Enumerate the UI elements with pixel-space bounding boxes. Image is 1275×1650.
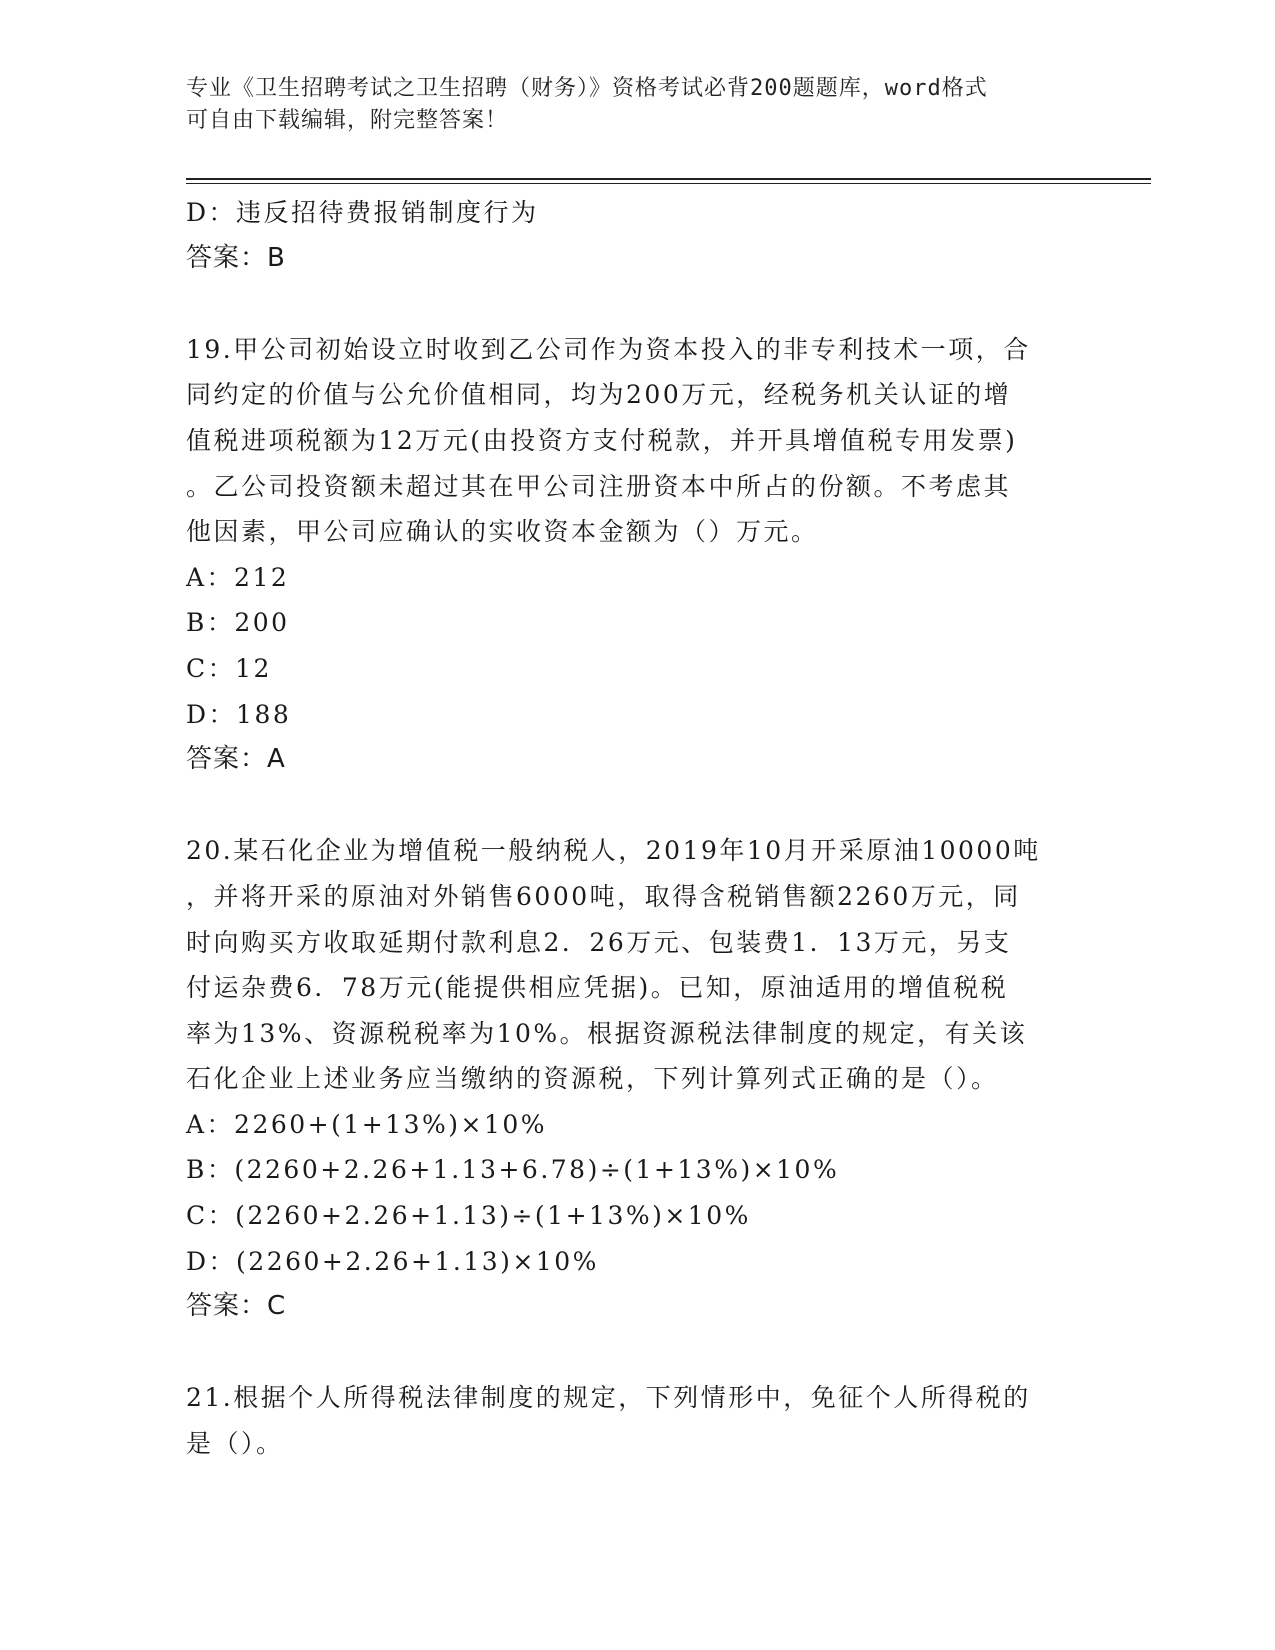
answer-label: 答案：B [186, 242, 286, 273]
option-d: D：违反招待费报销制度行为 [186, 198, 539, 227]
option-c: C：(2260+2.26+1.13)÷(1+13%)×10% [186, 1201, 751, 1231]
question-text-line: 21.根据个人所得税法律制度的规定，下列情形中，免征个人所得税的 [186, 1383, 1031, 1413]
question-text-line: 19.甲公司初始设立时收到乙公司作为资本投入的非专利技术一项，合 [186, 334, 1031, 364]
question-text-line: 20.某石化企业为增值税一般纳税人，2019年10月开采原油10000吨 [186, 836, 1041, 866]
question-content [186, 190, 1076, 1467]
option-d: D：188 [186, 699, 292, 729]
question-text-line: 率为13%、资源税税率为10%。根据资源税法律制度的规定，有关该 [186, 1018, 1028, 1048]
option-a: A：212 [186, 562, 290, 592]
header-divider-thick [186, 178, 1151, 180]
header-divider-thin [186, 183, 1151, 184]
question-text-line: 他因素，甲公司应确认的实收资本金额为（）万元。 [186, 517, 819, 547]
question-19 [186, 327, 1076, 783]
answer-label: 答案：C [186, 1291, 287, 1322]
header-title-line-2: 可自由下载编辑，附完整答案！ [186, 108, 509, 133]
option-a: A：2260+(1+13%)×10% [186, 1109, 548, 1139]
question-text-line: 时向购买方收取延期付款利息2．26万元、包装费1．13万元，另支 [186, 927, 1012, 957]
spacer [186, 1330, 1076, 1376]
question-text-line: 是（）。 [186, 1429, 284, 1459]
question-text-line: 同约定的价值与公允价值相同，均为200万元，经税务机关认证的增 [186, 380, 1012, 410]
question-text-line: 付运杂费6．78万元(能提供相应凭据)。已知，原油适用的增值税税 [186, 973, 1009, 1003]
question-text-line: 值税进项税额为12万元(由投资方支付税款，并开具增值税专用发票) [186, 425, 1018, 455]
question-text-line: 石化企业上述业务应当缴纳的资源税，下列计算列式正确的是（）。 [186, 1064, 999, 1094]
page-header [186, 73, 1086, 137]
question-text-line: ，并将开采的原油对外销售6000吨，取得含税销售额2260万元，同 [186, 881, 1021, 911]
option-d: D：(2260+2.26+1.13)×10% [186, 1246, 599, 1276]
question-21 [186, 1375, 1076, 1466]
question-text-line: 。乙公司投资额未超过其在甲公司注册资本中所占的份额。不考虑其 [186, 471, 1012, 501]
option-b: B：(2260+2.26+1.13+6.78)÷(1+13%)×10% [186, 1155, 840, 1185]
option-b: B：200 [186, 608, 290, 638]
question-20 [186, 828, 1076, 1330]
previous-question-tail [186, 190, 1076, 281]
header-title-line-1: 专业《卫生招聘考试之卫生招聘（财务）》资格考试必背200题题库，word格式 [186, 76, 988, 101]
spacer [186, 783, 1076, 829]
spacer [186, 281, 1076, 327]
answer-label: 答案：A [186, 744, 286, 775]
option-c: C：12 [186, 653, 272, 683]
